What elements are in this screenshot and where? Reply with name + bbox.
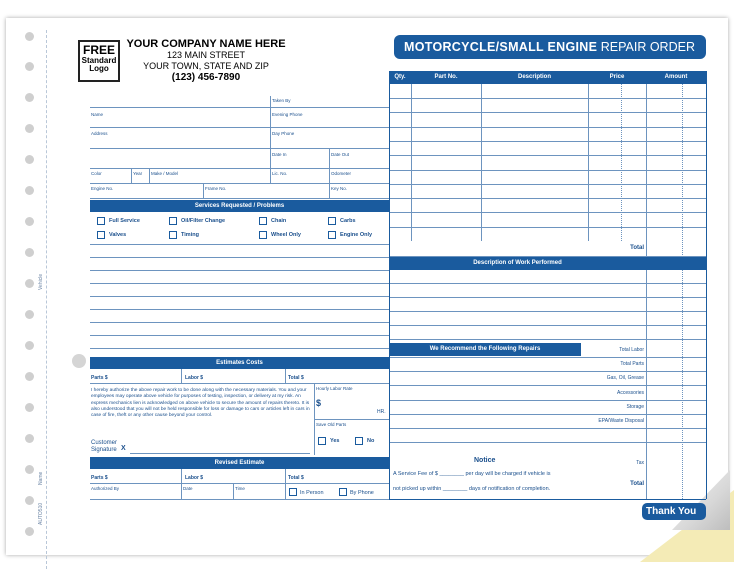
carbs-checkbox[interactable]: [328, 217, 336, 225]
rule: [90, 198, 389, 199]
valves-checkbox[interactable]: [97, 231, 105, 239]
by-phone-checkbox[interactable]: [339, 488, 347, 496]
rule: [181, 469, 182, 499]
side-label-vehicle: Vehicle: [38, 273, 44, 290]
by-phone-label: By Phone: [350, 490, 374, 496]
work-performed-header-cap: [646, 257, 706, 270]
feed-hole: [25, 155, 34, 164]
services-header: Services Requested / Problems: [90, 200, 389, 212]
feed-hole: [25, 496, 34, 505]
company-block: [126, 38, 286, 83]
rev-time-field[interactable]: Time: [235, 486, 245, 491]
rule: [411, 84, 412, 241]
feed-hole: [25, 527, 34, 536]
company-name: YOUR COMPANY NAME HERE: [126, 38, 286, 50]
chain-checkbox[interactable]: [259, 217, 267, 225]
feed-hole: [25, 186, 34, 195]
rule: [131, 168, 132, 183]
table-row-rule: [389, 212, 706, 213]
rule: [181, 369, 182, 383]
title-bold: MOTORCYCLE/SMALL ENGINE: [404, 40, 598, 54]
tax-label: Tax: [636, 460, 644, 466]
work-performed-header: Description of Work Performed: [389, 257, 646, 270]
col-part-no: Part No.: [434, 74, 458, 80]
rule: [389, 71, 390, 499]
rule: [90, 257, 389, 258]
rule: [588, 84, 589, 241]
timing-label: Timing: [181, 232, 199, 238]
table-row-rule: [389, 414, 706, 415]
rule: [314, 419, 389, 420]
table-row-rule: [389, 98, 706, 99]
signature-x: X: [121, 445, 126, 452]
perforation-line: [46, 30, 47, 569]
table-row-rule: [389, 141, 706, 142]
rule: [621, 84, 622, 241]
table-row-rule: [389, 127, 706, 128]
company-city: YOUR TOWN, STATE AND ZIP: [143, 61, 269, 71]
rule: [90, 483, 389, 484]
table-row-rule: [389, 184, 706, 185]
hourly-rate-hr: HR.: [377, 409, 386, 415]
oil-filter-checkbox[interactable]: [169, 217, 177, 225]
rev-date-field[interactable]: Date: [183, 486, 193, 491]
feed-hole: [25, 124, 34, 133]
side-label-name: Name: [38, 471, 44, 485]
table-row-rule: [389, 112, 706, 113]
table-row-rule: [389, 198, 706, 199]
title-rest: REPAIR ORDER: [597, 40, 695, 54]
color-field[interactable]: Color: [91, 171, 102, 176]
col-description: Description: [517, 74, 551, 80]
notice-line-2: not picked up within ________ days of notification of completion.: [393, 486, 551, 492]
rule: [203, 183, 204, 198]
col-qty: Qty.: [394, 74, 406, 80]
save-parts-yes-label: Yes: [330, 438, 340, 444]
table-row-rule: [389, 170, 706, 171]
key-no-field[interactable]: Key No.: [331, 186, 348, 191]
logo-standard: Standard: [81, 56, 117, 65]
grand-total-label: Total: [630, 481, 644, 487]
rule: [90, 348, 389, 349]
rule: [90, 335, 389, 336]
epa-label: EPA/Waste Disposal: [598, 418, 644, 424]
est-total-field[interactable]: Total $: [288, 375, 304, 381]
rule: [646, 84, 647, 499]
frame-no-field[interactable]: Frame No.: [205, 186, 227, 191]
engine-no-field[interactable]: Engine No.: [91, 186, 114, 191]
day-phone-field[interactable]: Day Phone: [272, 131, 295, 136]
notice-line-1: A Service Fee of $ ________ per day will be charged if vehicle is: [393, 471, 551, 477]
rule: [90, 322, 389, 323]
hourly-rate-label: Hourly Labor Rate: [316, 386, 353, 391]
thank-you-badge: Thank You: [642, 503, 706, 520]
rule: [706, 71, 707, 499]
recommend-header: We Recommend the Following Repairs: [389, 343, 581, 356]
authorization-text: I hereby authorize the above repair work to be done along with the necessary materials. You and your employees may operate above vehicle for purposes of testing, inspection, or delivery at my risk. An express mechanics lien is acknowledged on above vehicle to secure the amount of repairs thereto. It is also understood that you will not be held responsible for loss or damage to cars or articles left in cars in case of fire, theft or any other cause beyond your control.: [91, 388, 310, 419]
col-amount: Amount: [664, 74, 688, 80]
company-phone: (123) 456-7890: [171, 72, 241, 83]
table-row-rule: [389, 357, 706, 358]
parts-total-label: Total: [630, 245, 644, 251]
feed-hole: [25, 434, 34, 443]
wheel-only-checkbox[interactable]: [259, 231, 267, 239]
authorized-by-field[interactable]: Authorized By: [91, 486, 120, 491]
est-labor-field[interactable]: Labor $: [185, 375, 204, 381]
feed-hole: [25, 310, 34, 319]
rule: [90, 148, 389, 149]
rule: [285, 369, 286, 383]
col-price: Price: [609, 74, 625, 80]
notice-header: Notice: [474, 457, 496, 464]
lic-no-field[interactable]: Lic. No.: [272, 171, 288, 176]
feed-hole: [25, 372, 34, 381]
binder-hole: [72, 354, 86, 368]
rule: [90, 107, 389, 108]
date-out-field[interactable]: Date Out: [331, 152, 350, 157]
rule: [285, 469, 286, 499]
feed-hole: [25, 248, 34, 257]
save-parts-no-label: No: [367, 438, 375, 444]
in-person-checkbox[interactable]: [289, 488, 297, 496]
save-parts-yes-checkbox[interactable]: [318, 437, 326, 445]
rule: [481, 84, 482, 241]
total-parts-label: Total Parts: [620, 361, 644, 367]
table-row-rule: [389, 371, 706, 372]
hourly-rate-dollar: $: [316, 398, 322, 408]
rule: [90, 283, 389, 284]
rule: [329, 148, 330, 198]
rule: [90, 270, 389, 271]
table-row-rule: [389, 385, 706, 386]
rule: [90, 168, 389, 169]
full-service-label: Full Service: [109, 218, 140, 224]
rule: [90, 244, 389, 245]
rule: [682, 84, 683, 499]
rule: [90, 183, 389, 184]
save-parts-no-checkbox[interactable]: [355, 437, 363, 445]
year-field[interactable]: Year: [133, 171, 143, 176]
date-in-field[interactable]: Date In: [272, 152, 287, 157]
rule: [90, 127, 389, 128]
evening-phone-field[interactable]: Evening Phone: [272, 112, 303, 117]
feed-hole: [25, 62, 34, 71]
rev-labor-field[interactable]: Labor $: [185, 475, 204, 481]
rule: [270, 96, 271, 183]
logo-word: Logo: [89, 64, 109, 73]
feed-hole: [25, 32, 34, 41]
carbs-label: Carbs: [340, 218, 356, 224]
engine-only-checkbox[interactable]: [328, 231, 336, 239]
estimates-header: Estimates Costs: [90, 357, 389, 369]
rule: [90, 309, 389, 310]
taken-by-field[interactable]: Taken By: [272, 98, 291, 103]
name-field[interactable]: Name: [91, 112, 104, 117]
signature-label-1: Customer: [91, 440, 118, 446]
table-row-rule: [389, 227, 706, 228]
oil-filter-label: Oil/Filter Change: [181, 218, 226, 224]
address-field[interactable]: Address: [91, 131, 108, 136]
feed-hole: [25, 341, 34, 350]
table-row-rule: [389, 428, 706, 429]
accessories-label: Accessories: [617, 390, 644, 396]
rule: [149, 168, 150, 183]
rule: [90, 499, 389, 500]
wheel-only-label: Wheel Only: [271, 232, 301, 238]
table-row-rule: [389, 311, 706, 312]
table-row-rule: [389, 297, 706, 298]
table-row-rule: [389, 283, 706, 284]
feed-hole: [25, 465, 34, 474]
feed-hole: [25, 217, 34, 226]
company-street: 123 MAIN STREET: [166, 50, 246, 60]
rule: [233, 483, 234, 499]
table-row-rule: [389, 325, 706, 326]
feed-hole: [25, 279, 34, 288]
standard-logo: [78, 40, 120, 82]
total-labor-label: Total Labor: [619, 347, 644, 353]
table-row-rule: [389, 442, 706, 443]
form-title: [394, 35, 706, 59]
save-old-parts-label: Save Old Parts: [316, 422, 347, 427]
valves-label: Valves: [109, 232, 127, 238]
feed-hole: [25, 93, 34, 102]
rev-total-field[interactable]: Total $: [288, 475, 304, 481]
in-person-label: In Person: [300, 490, 324, 496]
rule: [90, 383, 389, 384]
feed-hole: [25, 403, 34, 412]
rule: [389, 499, 706, 500]
table-row-rule: [389, 400, 706, 401]
revised-header: Revised Estimate: [90, 457, 389, 469]
engine-only-label: Engine Only: [340, 232, 373, 238]
logo-free: FREE: [82, 43, 115, 57]
chain-label: Chain: [271, 218, 287, 224]
signature-label-2: Signature: [91, 447, 117, 453]
make-model-field[interactable]: Make / Model: [151, 171, 179, 176]
timing-checkbox[interactable]: [169, 231, 177, 239]
table-row-rule: [389, 155, 706, 156]
full-service-checkbox[interactable]: [97, 217, 105, 225]
table-row-rule: [389, 339, 706, 340]
rev-parts-field[interactable]: Parts $: [91, 475, 108, 481]
side-label-code: AUTO510: [38, 502, 44, 525]
rule: [90, 296, 389, 297]
storage-label: Storage: [626, 404, 644, 410]
est-parts-field[interactable]: Parts $: [91, 375, 108, 381]
odometer-field[interactable]: Odometer: [331, 171, 352, 176]
gas-oil-label: Gas, Oil, Grease: [606, 375, 644, 381]
signature-line[interactable]: [130, 453, 310, 454]
